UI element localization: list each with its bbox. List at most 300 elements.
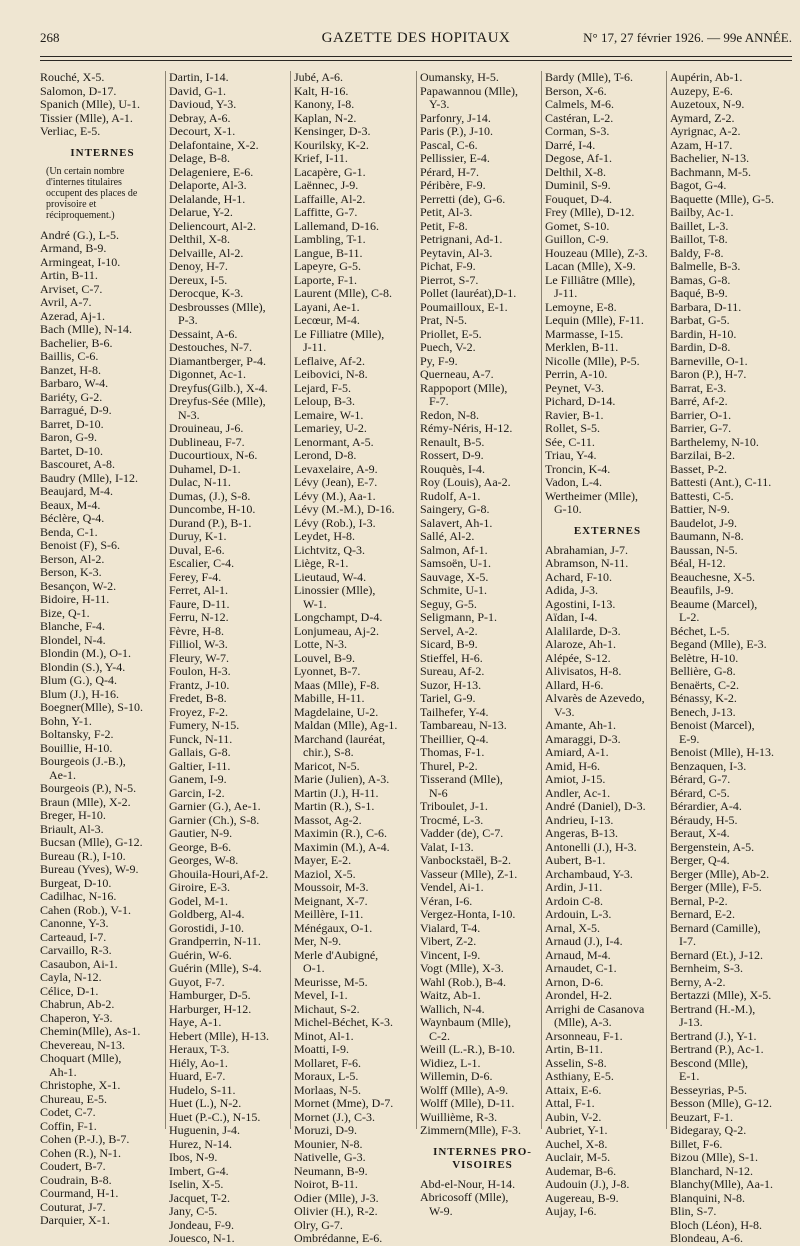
list-entry: Leloup, B-3. [294,394,355,408]
list-entry: Theillier, Q-4. [420,731,489,746]
list-entry: Meillère, I-11. [294,907,364,921]
list-entry: Aïdan, I-4. [545,610,598,624]
column-6 [666,70,796,1245]
list-entry: Gallais, G-8. [169,745,231,759]
list-entry: Laffitte, G-7. [294,205,358,219]
list-entry: Guyot, F-7. [169,974,225,989]
list-entry: Baillet, L-3. [670,218,729,233]
list-entry: Beraut, X-4. [670,826,730,840]
list-entry: Samsoën, U-1. [420,556,491,570]
list-entry: Tariel, G-9. [420,691,476,705]
list-entry: Petrignani, Ad-1. [420,232,503,246]
list-entry: Blum (G.), Q-4. [40,673,117,687]
list-entry: Belètre, H-10. [670,650,739,665]
list-entry: Bagot, G-4. [670,178,727,192]
list-entry: Attaix, E-6. [545,1082,602,1097]
list-entry-continuation: W-9. [429,1203,453,1218]
list-entry: Lenormant, A-5. [294,434,374,449]
list-entry: Digonnet, Ac-1. [169,367,246,381]
list-entry: Meignant, X-7. [294,893,368,908]
list-entry: Moussoir, M-3. [294,880,369,894]
list-entry: Huet (L.), N-2. [169,1096,242,1110]
list-entry: Béraudy, H-5. [670,812,738,827]
list-entry-continuation: E-1. [679,1069,700,1083]
list-entry: Corman, S-3. [545,124,610,138]
list-entry: Degose, Af-1. [545,151,612,165]
list-entry-continuation: Y-3. [429,97,450,111]
list-entry: Schmite, U-1. [420,583,487,597]
list-entry: Besançon, W-2. [40,578,117,593]
list-entry: Barrat, E-3. [670,380,727,395]
list-entry: Couturat, J-7. [40,1199,106,1214]
list-entry: Andrieu, I-13. [545,812,614,827]
list-entry: Mer, N-9. [294,934,342,948]
list-entry: Chemin(Mlle), As-1. [40,1024,141,1038]
list-entry: Vadon, L-4. [545,475,602,489]
list-entry: Delalande, H-1. [169,191,246,206]
list-entry: Amid, H-6. [545,758,600,773]
list-entry: Agostini, I-13. [545,596,616,611]
list-entry: Martin (J.), H-11. [294,785,379,800]
list-entry: Artin, B-11. [545,1042,603,1056]
list-entry: Bachelier, N-13. [670,151,750,165]
list-entry: Mornet (J.), C-3. [294,1109,375,1124]
list-entry: Barthelemy, N-10. [670,434,759,449]
list-entry: Nicolle (Mlle), P-5. [545,353,640,368]
list-entry: Laffaille, Al-2. [294,191,366,206]
list-entry: Antonelli (J.), H-3. [545,839,637,854]
list-entry: Delafontaine, X-2. [169,137,259,152]
list-entry: Leydet, H-8. [294,529,355,543]
list-entry: Waitz, Ab-1. [420,988,481,1002]
list-entry: Neumann, B-9. [294,1163,368,1178]
list-entry: Dreyfus-Sée (Mlle), [169,394,266,408]
list-entry: Decourt, X-1. [169,124,236,138]
list-entry: Blondeau, A-6. [670,1231,743,1245]
list-entry: Pichat, F-9. [420,259,476,273]
list-entry: Bardin, H-10. [670,326,737,341]
list-entry: Battier, N-9. [670,502,730,516]
list-entry: Bourgeois (J.-B.), [40,754,126,768]
issue-info: N° 17, 27 février 1926. — 99e ANNÉE. [583,30,792,45]
list-entry: Ganem, I-9. [169,772,227,786]
list-entry: Abd-el-Nour, H-14. [420,1176,516,1191]
list-entry: Aujay, I-6. [545,1204,597,1218]
list-entry: Dreyfus(Gilb.), X-4. [169,380,268,395]
list-entry: Célice, D-1. [40,983,99,998]
list-entry: Arondel, H-2. [545,988,612,1002]
list-entry: Lapeyre, G-5. [294,259,361,273]
list-entry: Berger (Mlle), F-5. [670,880,762,894]
list-entry: Triau, Y-4. [545,448,597,462]
list-entry: Bourgeois (P.), N-5. [40,781,137,795]
list-entry: Liège, R-1. [294,556,349,570]
header-rule-bottom [40,60,792,61]
list-entry: Ombrédanne, E-6. [294,1231,383,1245]
list-entry: Rappoport (Mlle), [420,380,508,395]
list-entry: Lotte, N-3. [294,637,347,651]
list-entry: Foulon, H-3. [169,664,231,678]
list-entry: Hurez, N-14. [169,1136,232,1151]
list-entry: André (Daniel), D-3. [545,799,646,813]
list-entry-continuation: V-3. [554,704,575,719]
list-entry: Fèvre, H-8. [169,623,224,638]
list-entry: Casaubon, Ai-1. [40,956,118,971]
list-entry: Canonne, Y-3. [40,916,109,930]
list-entry: Calmels, M-6. [545,97,614,111]
list-entry: Barbara, D-11. [670,299,742,314]
list-entry: Fumery, N-15. [169,718,240,732]
list-entry: Boltansky, F-2. [40,727,114,741]
list-entry: Barré, Af-2. [670,394,728,408]
list-entry: Krief, I-11. [294,151,348,165]
list-entry: Paris (P.), J-10. [420,124,494,138]
list-entry: Avril, A-7. [40,295,92,309]
list-entry: Darquier, X-1. [40,1213,110,1227]
list-entry: Merle d'Aubigné, [294,947,379,962]
list-entry: Bartet, D-10. [40,443,103,458]
list-entry: Py, F-9. [420,353,458,368]
list-entry: Baudelot, J-9. [670,515,737,530]
list-entry: Kaplan, N-2. [294,110,357,125]
list-entry: Maas (Mlle), F-8. [294,677,380,692]
list-entry: Fleury, W-7. [169,650,229,665]
list-entry: Gautier, N-9. [169,826,233,840]
list-entry: Bergenstein, A-5. [670,839,755,854]
list-entry: Ardouin, L-3. [545,907,612,921]
list-entry-continuation: C-2. [429,1028,450,1043]
list-entry: Bertazzi (Mlle), X-5. [670,988,772,1002]
list-entry: Priollet, E-5. [420,326,482,341]
list-entry: Guérin, W-6. [169,947,232,962]
list-entry-continuation: F-7. [429,394,449,408]
list-entry: Barret, D-10. [40,416,104,431]
list-entry-continuation: N-6 [429,785,448,800]
list-entry: Kanony, I-8. [294,97,355,111]
list-entry: Auzetoux, N-9. [670,97,745,111]
list-entry: Lallemand, D-16. [294,218,379,233]
list-entry: Goldberg, Al-4. [169,907,245,921]
list-entry-continuation: W-1. [303,596,327,611]
list-entry: Ménégaux, O-1. [294,920,373,935]
list-entry: Godel, M-1. [169,893,228,908]
list-entry: Vibert, Z-2. [420,934,477,948]
list-entry: Thomas, F-1. [420,745,485,759]
list-entry: Maximin (M.), A-4. [294,839,390,854]
list-entry: Peytavin, Al-3. [420,245,493,260]
list-entry: Tisserand (Mlle), [420,772,503,786]
list-entry: Rollet, S-5. [545,421,601,435]
list-entry: Carteaud, I-7. [40,929,107,944]
list-entry: Bérard, C-5. [670,785,730,800]
list-entry: Chureau, E-5. [40,1091,107,1106]
list-entry: Billet, F-6. [670,1136,723,1151]
list-entry: Bérardier, A-4. [670,799,742,813]
list-entry: Derocque, K-3. [169,286,244,300]
list-entry: Bach (Mlle), N-14. [40,322,132,336]
list-entry: Blin, S-7. [670,1204,717,1218]
list-entry: Linossier (Mlle), [294,583,376,597]
list-entry: Berger (Mlle), Ab-2. [670,866,770,881]
list-entry: Levaxelaire, A-9. [294,461,378,476]
list-entry: Chevereau, N-13. [40,1037,125,1052]
list-entry: Peynet, V-3. [545,380,605,395]
list-entry: Barrier, G-7. [670,421,732,435]
list-entry: Pierrot, S-7. [420,272,479,287]
list-entry-continuation: (Mlle), A-3. [554,1015,612,1029]
list-entry: Mounier, N-8. [294,1136,363,1151]
list-entry-continuation: G-10. [554,502,582,516]
list-entry: Arsonneau, F-1. [545,1028,623,1043]
list-entry: Huet (P.-C.), N-15. [169,1109,261,1124]
list-entry: Servel, A-2. [420,623,478,638]
list-entry: Beaujard, M-4. [40,484,113,498]
list-entry: Auzepy, E-6. [670,83,733,98]
list-entry: Maricot, N-5. [294,758,360,773]
list-entry: Battesti (Ant.), C-11. [670,475,772,489]
list-entry: Banzet, H-8. [40,362,101,377]
list-entry: Coudrain, B-8. [40,1172,112,1187]
list-entry: Redon, N-8. [420,407,479,422]
list-entry: Wuillième, R-3. [420,1109,498,1124]
list-entry: Adida, J-3. [545,583,598,597]
list-entry: Ferret, Al-1. [169,583,228,597]
list-entry: Duncombe, H-10. [169,502,256,516]
list-entry: Briault, Al-3. [40,821,104,836]
list-entry: Amiot, J-15. [545,772,606,786]
list-entry: Bamas, G-8. [670,272,731,287]
list-entry: Aubert, B-1. [545,853,606,867]
list-entry-continuation: chir.), S-8. [303,745,354,759]
list-entry: Aupérin, Ab-1. [670,70,743,84]
list-entry: Barragué, D-9. [40,403,112,417]
list-entry: Lieutaud, W-4. [294,569,367,584]
list-entry: Triboulet, J-1. [420,799,488,813]
list-entry: Haye, A-1. [169,1015,222,1029]
list-entry: Zimmern(Mlle), F-3. [420,1123,521,1137]
list-entry: Lévy (M.-M.), D-16. [294,502,395,516]
list-entry: Pellissier, E-4. [420,151,490,165]
list-entry: Darré, I-4. [545,137,596,152]
list-entry: Sée, C-11. [545,434,595,449]
list-entry: Amiard, A-1. [545,745,609,759]
list-entry: Aymard, Z-2. [670,110,735,125]
list-entry: Petit, Al-3. [420,205,473,219]
section-heading: INTERNES PRO-VISOIRES [433,1145,532,1171]
list-entry: Bachmann, M-5. [670,164,751,179]
list-entry: Lecœur, M-4. [294,313,360,327]
list-entry: Lonjumeau, Aj-2. [294,623,379,638]
list-entry: Leflaive, Af-2. [294,353,365,368]
list-entry: Begand (Mlle), E-3. [670,637,767,651]
list-entry: Berson, K-3. [40,565,102,579]
list-entry: Rudolf, A-1. [420,488,481,503]
list-entry: Delvaille, Al-2. [169,245,244,260]
page-header [40,30,792,52]
list-entry: Rouquès, I-4. [420,461,485,476]
list-entry: Moraux, L-5. [294,1069,359,1083]
list-entry: Layani, Ae-1. [294,299,360,314]
list-entry: Papawannou (Mlle), [420,83,518,98]
list-entry: Vogt (Mlle), X-3. [420,961,504,975]
list-entry: Arnaud, M-4. [545,947,611,962]
header-rule-top [40,56,792,57]
list-entry: Cadilhac, N-16. [40,889,117,903]
list-entry: Filliol, W-3. [169,637,228,651]
list-entry: Archambaud, Y-3. [545,866,633,881]
list-entry: Attal, F-1. [545,1096,595,1110]
list-entry: Moruzi, D-9. [294,1123,357,1137]
list-entry: Baron (P.), H-7. [670,367,747,381]
list-entry: Desbrousses (Mlle), [169,299,266,314]
list-entry: Huguenin, J-4. [169,1123,240,1137]
list-entry: Arnaud (J.), I-4. [545,934,623,948]
list-entry: Blum (J.), H-16. [40,686,119,701]
list-entry: Arnon, D-6. [545,974,604,989]
list-entry: Duruy, K-1. [169,529,227,543]
list-entry: Blondin (S.), Y-4. [40,659,126,674]
list-entry: Delarue, Y-2. [169,205,233,219]
list-entry: Le Filliatre (Mlle), [294,326,385,341]
list-entry: Mabille, H-11. [294,691,365,705]
list-entry-continuation: E-9. [679,731,700,746]
list-entry: Balmelle, B-3. [670,259,741,273]
list-entry: Sauvage, X-5. [420,569,489,584]
list-entry: Maziol, X-5. [294,866,356,881]
column-2 [165,70,294,1245]
list-entry: Abrahamian, J-7. [545,542,628,557]
list-entry: Giroire, E-3. [169,880,230,894]
list-entry: Basset, P-2. [670,461,727,476]
list-entry: Dereux, I-5. [169,272,228,287]
list-entry: Barbat, G-5. [670,313,730,327]
list-entry: Bascouret, A-8. [40,457,115,471]
list-entry: Coudert, B-7. [40,1159,106,1173]
list-entry: Berger, Q-4. [670,853,730,867]
list-entry: Trocmé, L-3. [420,812,484,827]
list-entry: Achard, F-10. [545,569,612,584]
list-entry: Vincent, I-9. [420,947,481,962]
list-entry: Mevel, I-1. [294,988,348,1002]
list-entry: Sallé, Al-2. [420,529,475,543]
list-entry: Benoist (F), S-6. [40,538,121,552]
list-entry: Wallich, N-4. [420,1001,485,1016]
list-entry: Michel-Béchet, K-3. [294,1015,393,1029]
list-entry: Michaut, S-2. [294,1001,360,1016]
list-entry: Saingery, G-8. [420,502,490,516]
list-entry: Dulac, N-11. [169,475,231,489]
list-entry: Prat, N-5. [420,313,467,327]
list-entry: Moatti, I-9. [294,1042,349,1056]
list-entry: Delthil, X-8. [169,232,230,246]
list-entry: Bertrand (H.-M.), [670,1001,756,1016]
list-entry: Duhamel, D-1. [169,461,241,476]
list-entry-continuation: J-11. [303,340,327,354]
list-entry: Pollet (lauréat),D-1. [420,286,517,300]
list-entry: Oumansky, H-5. [420,70,499,84]
list-entry: Debray, A-6. [169,110,231,125]
list-entry: Sicard, B-9. [420,637,478,651]
list-entry: Baron, G-9. [40,430,97,444]
list-entry: Bariéty, G-2. [40,389,103,404]
list-entry: Choquart (Mlle), [40,1051,122,1065]
list-entry: Barzilai, B-2. [670,448,735,462]
list-entry: Duval, E-6. [169,542,225,557]
list-entry: Beaux, M-4. [40,497,101,512]
list-entry: Guillon, C-9. [545,232,609,246]
list-entry: Seguy, G-5. [420,596,477,611]
list-entry: Blondel, N-4. [40,632,106,647]
list-entry: Cohen (R.), N-1. [40,1145,121,1160]
list-entry: Lequin (Mlle), F-11. [545,313,644,327]
list-entry: Merklen, B-11. [545,340,619,354]
list-entry: Weill (L.-R.), B-10. [420,1042,516,1056]
list-entry: Jondeau, F-9. [169,1217,234,1232]
list-entry: Noirot, B-11. [294,1177,358,1191]
list-entry: Imbert, G-4. [169,1163,229,1178]
list-entry: Delage, B-8. [169,151,230,165]
list-entry: Spanich (Mlle), U-1. [40,97,140,111]
list-entry: Martin (R.), S-1. [294,799,375,813]
list-entry: Kalt, H-16. [294,83,349,98]
list-entry: Vergez-Honta, I-10. [420,907,516,921]
list-entry: Angeras, B-13. [545,826,618,840]
list-entry: Olry, G-7. [294,1217,343,1232]
list-entry: Bureau (R.), I-10. [40,848,126,863]
list-entry: Magdelaine, U-2. [294,704,379,719]
list-entry: Chaperon, Y-3. [40,1010,113,1025]
list-entry-continuation: J-13. [679,1015,703,1029]
list-entry: Beaufils, J-9. [670,583,734,597]
list-entry: Auclair, M-5. [545,1150,611,1164]
list-entry: Willemin, D-6. [420,1069,493,1083]
list-entry: Beauchesne, X-5. [670,569,755,584]
list-entry: Baumann, N-8. [670,529,744,543]
list-entry: Ducourtioux, N-6. [169,448,258,462]
section-note: (Un certain nombre d'internes titulaires occupent des places de provisoire et réciproquement.) [46,165,138,221]
list-entry: David, G-1. [169,83,226,98]
list-entry: Drouineau, J-6. [169,421,244,435]
list-entry: Castéran, L-2. [545,110,614,125]
list-entry-continuation: N-3. [178,407,200,422]
list-entry: Bureau (Yves), W-9. [40,862,139,876]
list-entry: Bardin, D-8. [670,340,731,354]
list-entry: Bizou (Mlle), S-1. [670,1150,758,1164]
list-entry: Grandperrin, N-11. [169,934,261,948]
list-entry: Ghouila-Houri,Af-2. [169,866,269,881]
list-entry: Rouché, X-5. [40,70,105,84]
list-entry: Dublineau, F-7. [169,434,245,449]
list-entry: Salmon, Af-1. [420,542,488,557]
list-entry: Armingeat, I-10. [40,254,121,269]
list-entry: Mollaret, F-6. [294,1055,361,1070]
list-entry: Deliencourt, Al-2. [169,218,256,233]
list-entry: Salavert, Ah-1. [420,515,493,530]
list-entry: Baudry (Mlle), I-12. [40,470,138,485]
list-entry: Funck, N-11. [169,731,233,746]
list-entry: Fouquet, D-4. [545,191,612,206]
list-entry: Vialard, T-4. [420,920,481,935]
list-entry: Ardoin C-8. [545,893,603,908]
list-entry: Le Filliâtre (Mlle), [545,272,636,287]
list-entry: Wolff (Mlle), A-9. [420,1082,509,1097]
list-entry: Galtier, I-11. [169,758,231,773]
list-entry: Ferru, N-12. [169,610,229,624]
list-entry: Wertheimer (Mlle), [545,488,638,503]
list-entry: Besson (Mlle), G-12. [670,1096,772,1110]
list-entry: Azerad, Aj-1. [40,308,105,323]
list-entry: Péribère, F-9. [420,178,486,192]
